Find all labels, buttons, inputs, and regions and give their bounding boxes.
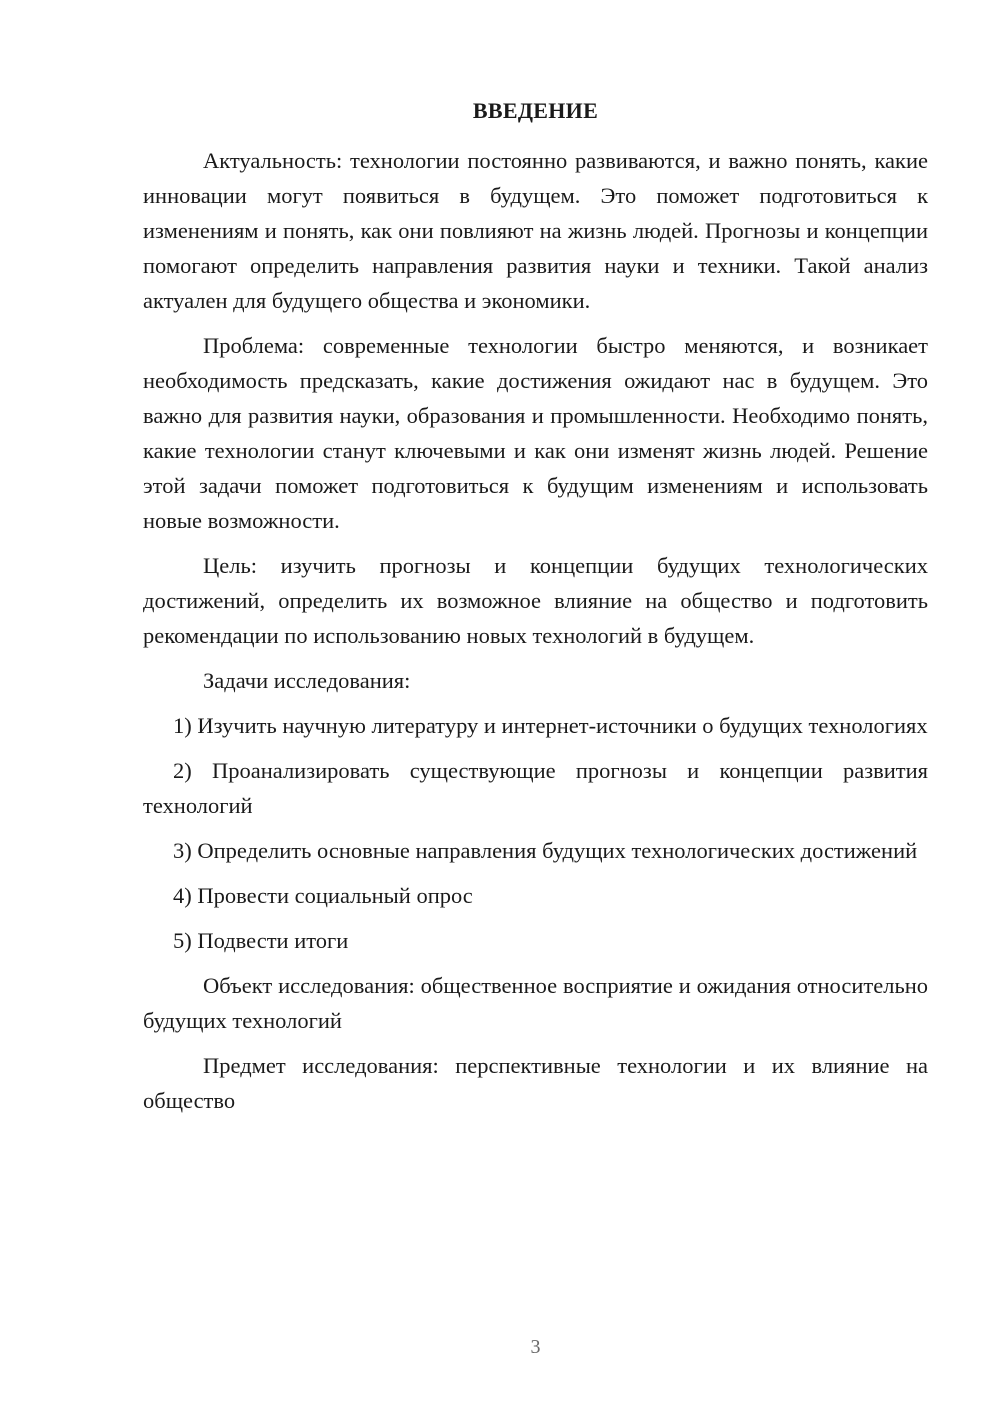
task-item-4: 4) Провести социальный опрос — [173, 883, 473, 908]
page-title: ВВЕДЕНИЕ — [472, 98, 599, 123]
goal-paragraph: Цель: изучить прогнозы и концепции будущих технологических достижений, определить их возможное влияние на общество и подготовить рекомендации по использованию новых технологий в будущем. — [143, 553, 928, 648]
problem-paragraph: Проблема: современные технологии быстро меняются, и возникает необходимость предсказать, какие достижения ожидают нас в будущем. Это важно для развития науки, образования и промышленности. Необходимо понять, какие технологии станут ключевыми и как они изменят жизнь людей. Решение этой задачи поможет подготовиться к будущим изменениям и использовать новые возможности. — [143, 333, 928, 533]
relevance-paragraph: Актуальность: технологии постоянно развиваются, и важно понять, какие инновации могут появиться в будущем. Это поможет подготовиться к изменениям и понять, как они повлияют на жизнь людей. Прогнозы и концепции помогают определить направления развития науки и техники. Такой анализ актуален для будущего общества и экономики. — [143, 148, 928, 313]
task-item-2: 2) Проанализировать существующие прогнозы и концепции развития технологий — [143, 758, 928, 818]
object-paragraph: Объект исследования: общественное восприятие и ожидания относительно будущих технологий — [143, 973, 928, 1033]
subject-paragraph: Предмет исследования: перспективные технологии и их влияние на общество — [143, 1053, 928, 1113]
task-item-5: 5) Подвести итоги — [173, 928, 349, 953]
task-item-1: 1) Изучить научную литературу и интернет-источники о будущих технологиях — [173, 713, 928, 738]
page-number: 3 — [530, 1336, 541, 1358]
tasks-heading: Задачи исследования: — [203, 668, 411, 693]
task-item-3: 3) Определить основные направления будущих технологических достижений — [173, 838, 918, 863]
document-body — [143, 143, 928, 1128]
document-page — [143, 0, 928, 1414]
